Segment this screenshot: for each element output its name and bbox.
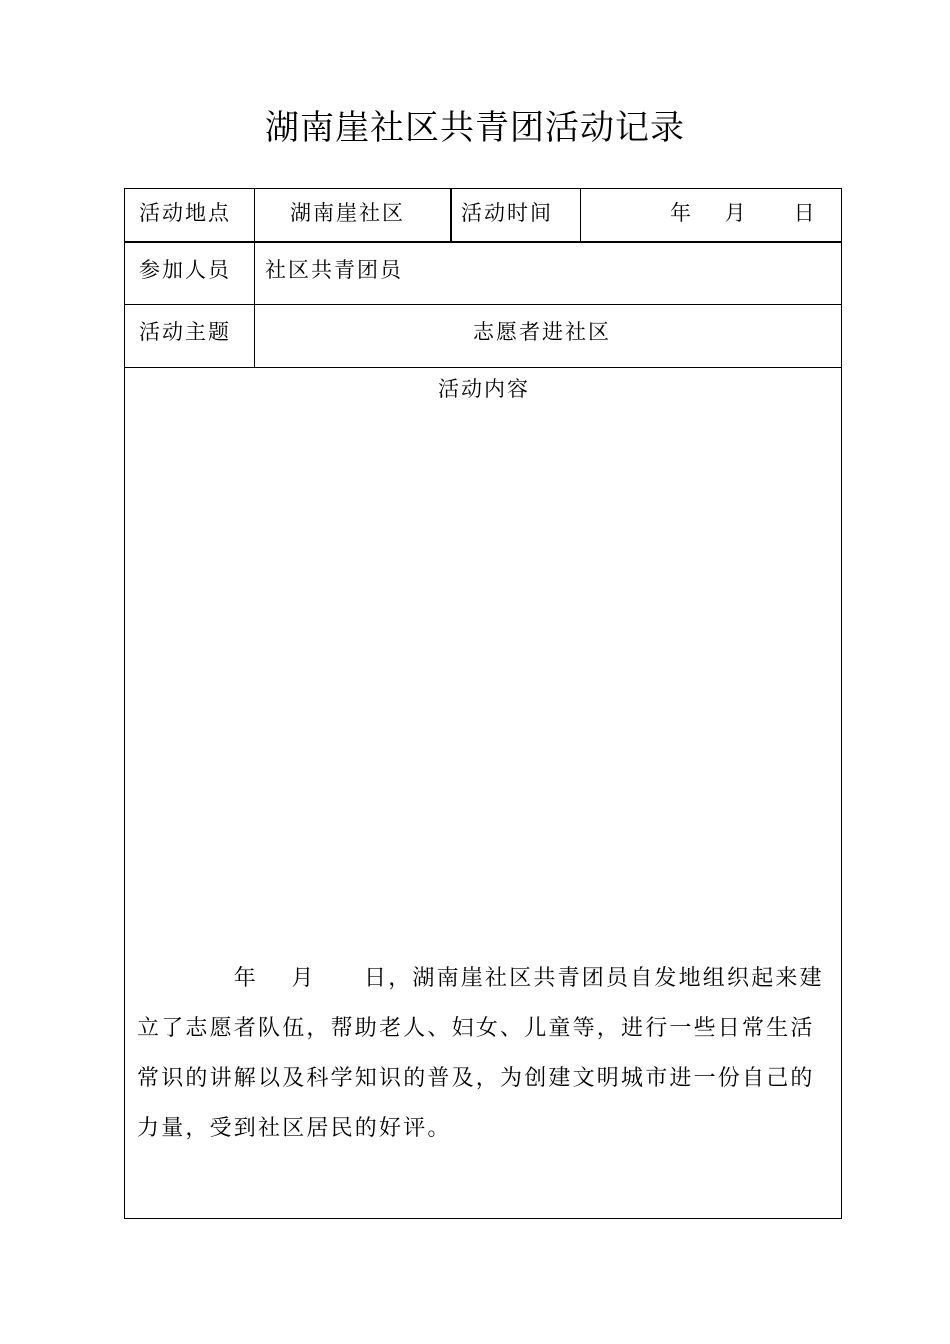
document-title: 湖南崖社区共青团活动记录 bbox=[265, 108, 685, 148]
time-value-divider bbox=[580, 189, 581, 242]
participants-label: 参加人员 bbox=[139, 258, 231, 282]
time-label-divider bbox=[450, 189, 452, 242]
content-label: 活动内容 bbox=[438, 377, 530, 401]
row-divider-2 bbox=[125, 304, 841, 305]
location-value: 湖南崖社区 bbox=[290, 201, 405, 225]
row-divider-3 bbox=[125, 367, 841, 368]
activity-record-form bbox=[124, 188, 842, 1219]
time-label: 活动时间 bbox=[461, 201, 553, 225]
time-value: 年 月 日 bbox=[670, 201, 817, 225]
theme-value: 志愿者进社区 bbox=[473, 320, 611, 344]
theme-label: 活动主题 bbox=[139, 320, 231, 344]
location-label: 活动地点 bbox=[139, 201, 231, 225]
content-paragraph: 年 月 日，湖南崖社区共青团员自发地组织起来建立了志愿者队伍，帮助老人、妇女、儿童等，进行一些日常生活常识的讲解以及科学知识的普及，为创建文明城市进一份自己的力量，受到社区居民的好评。 bbox=[137, 966, 824, 1141]
label-column-divider bbox=[254, 189, 255, 367]
row-divider-1 bbox=[125, 241, 841, 243]
participants-value: 社区共青团员 bbox=[265, 258, 403, 282]
